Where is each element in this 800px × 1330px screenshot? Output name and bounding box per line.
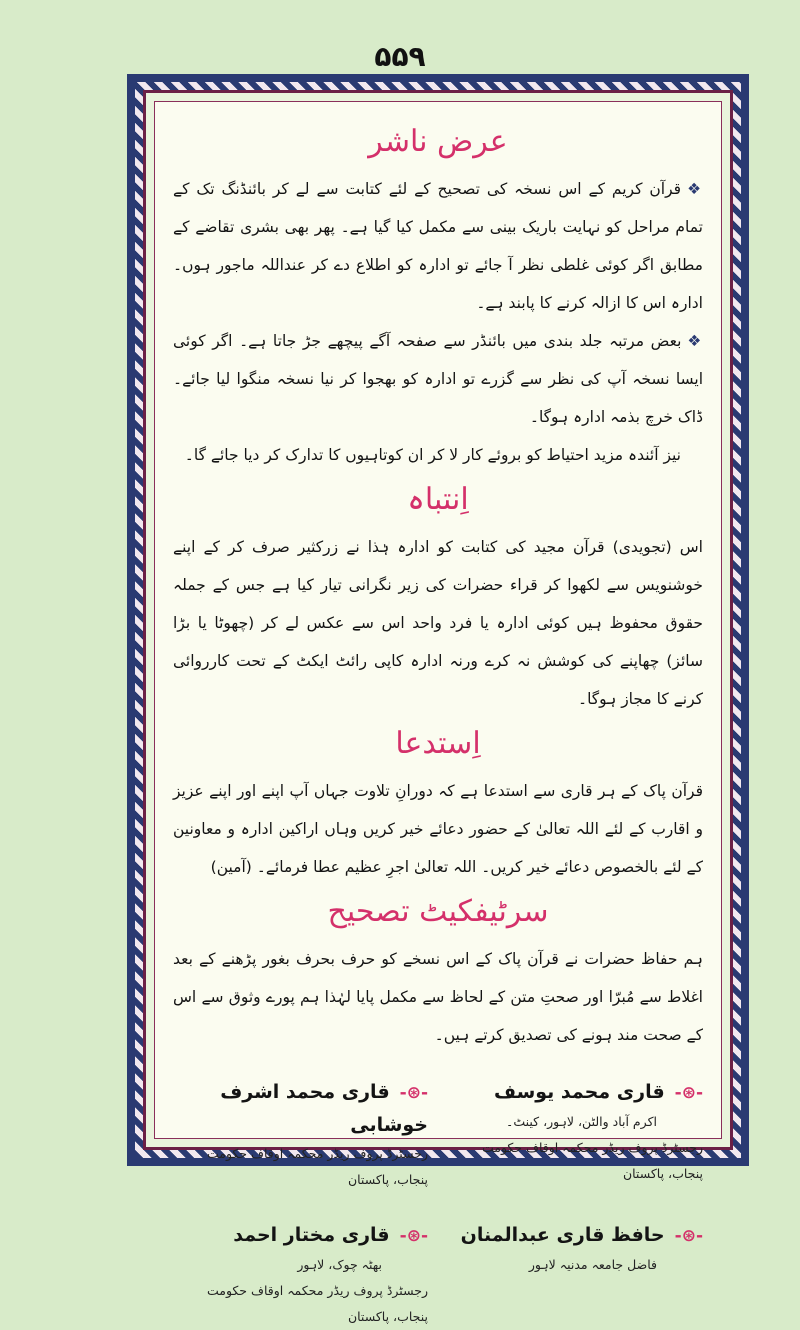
publisher-note-title: عرض ناشر <box>368 124 508 159</box>
signatory-name: قاری محمد اشرف خوشابی <box>220 1081 428 1136</box>
signatory <box>173 1076 428 1193</box>
flourish-icon: -⊛- <box>674 1226 703 1246</box>
flourish-icon: -⊛- <box>674 1083 703 1103</box>
signatory-name: قاری مختار احمد <box>233 1224 390 1246</box>
frame-inner-border <box>143 90 733 1324</box>
request-title: اِستدعا <box>395 726 481 761</box>
signatory <box>448 1076 703 1193</box>
bullet-icon: ❖ <box>687 332 703 350</box>
flourish-icon: -⊛- <box>399 1083 428 1103</box>
request-text: قرآن پاک کے ہر قاری سے استدعا ہے کہ دورانِ تلاوت جہاں آپ اپنے اور اپنے عزیز و اقارب کے لئے اللہ تعالیٰ کے حضور دعائے خیر کریں وہاں اراکین ادارہ و معاونین کے لئے بالخصوص دعائے خیر کریں۔ اللہ تعالیٰ اجرِ عظیم عطا فرمائے۔ (آمین) <box>173 782 703 876</box>
publisher-paragraph-3: نیز آئندہ مزید احتیاط کو بروئے کار لا کر ان کوتاہیوں کا تدارک کر دیا جائے گا۔ <box>184 446 681 464</box>
flourish-icon: -⊛- <box>399 1226 428 1246</box>
warning-title: اِنتباہ <box>407 482 469 517</box>
bullet-icon: ❖ <box>687 180 703 198</box>
signatory <box>448 1219 703 1330</box>
publisher-paragraph-1-text: قرآن کریم کے اس نسخہ کی تصحیح کے لئے کتابت سے لے کر بائنڈنگ تک کے تمام مراحل کو نہایت باریک بینی سے مکمل کیا گیا ہے۔ پھر بھی بشری تقاضے کے مطابق اگر کوئی غلطی نظر آ جائے تو ادارہ کو اطلاع دے کر عنداللہ ماجور ہوں۔ ادارہ اس کا ازالہ کرنے کا پابند ہے۔ <box>173 180 703 312</box>
page-number: ۵۵۹ <box>374 40 426 73</box>
signatory-name: حافظ قاری عبدالمنان <box>460 1224 665 1246</box>
signatory-detail: رجسٹرڈ پروف ریڈر محکمہ اوقاف حکومت پنجاب، پاکستان <box>206 1146 428 1187</box>
signatory-detail: اکرم آباد والٹن، لاہور، کینٹ۔ <box>506 1114 657 1129</box>
signatory-detail: فاضل جامعہ مدنیہ لاہور <box>528 1257 657 1272</box>
signatory <box>173 1219 428 1330</box>
signatory-detail: بھٹہ چوک، لاہور <box>297 1257 382 1272</box>
signatories <box>173 1076 703 1330</box>
publisher-paragraph-2 <box>173 322 703 436</box>
certificate-text: ہم حفاظ حضرات نے قرآن پاک کے اس نسخے کو حرف بحرف بغور پڑھنے کے بعد اغلاط سے مُبرّا اور صحتِ متن کے لحاظ سے مکمل پایا لہٰذا ہم پورے وثوق سے اس کے صحت مند ہونے کی تصدیق کرتے ہیں۔ <box>173 950 703 1044</box>
signatory-name: قاری محمد یوسف <box>493 1081 665 1103</box>
certificate-title: سرٹیفکیٹ تصحیح <box>327 894 549 929</box>
decorative-frame <box>127 74 749 1324</box>
signatory-detail: رجسٹرڈ پروف ریڈر محکمہ اوقاف حکومت پنجاب، پاکستان <box>206 1283 428 1324</box>
publisher-paragraph-2-text: بعض مرتبہ جلد بندی میں بائنڈر سے صفحہ آگے پیچھے جڑ جاتا ہے۔ اگر کوئی ایسا نسخہ آپ کی نظر سے گزرے تو ادارہ کو بھجوا کر نیا نسخہ منگوا لیا جائے۔ ڈاک خرچ بذمہ ادارہ ہوگا۔ <box>173 332 703 426</box>
page-content <box>154 101 722 1324</box>
publisher-paragraph-1 <box>173 170 703 322</box>
warning-text: اس (تجویدی) قرآن مجید کی کتابت کو ادارہ ہٰذا نے زرکثیر صرف کر کے اپنے خوشنویس سے لکھوا کر قراء حضرات کی زیر نگرانی تیار کیا ہے جس کے جملہ حقوق محفوظ ہیں کوئی ادارہ یا فرد واحد اس سے عکس لے کر (چھوٹا یا بڑا سائز) چھاپنے کی کوشش نہ کرے ورنہ ادارہ کاپی رائٹ ایکٹ کے تحت کارروائی کرنے کا مجاز ہوگا۔ <box>173 538 703 708</box>
signatory-detail: رجسٹرڈ پروف ریڈر محکمہ اوقاف حکومت پنجاب، پاکستان <box>481 1140 703 1181</box>
